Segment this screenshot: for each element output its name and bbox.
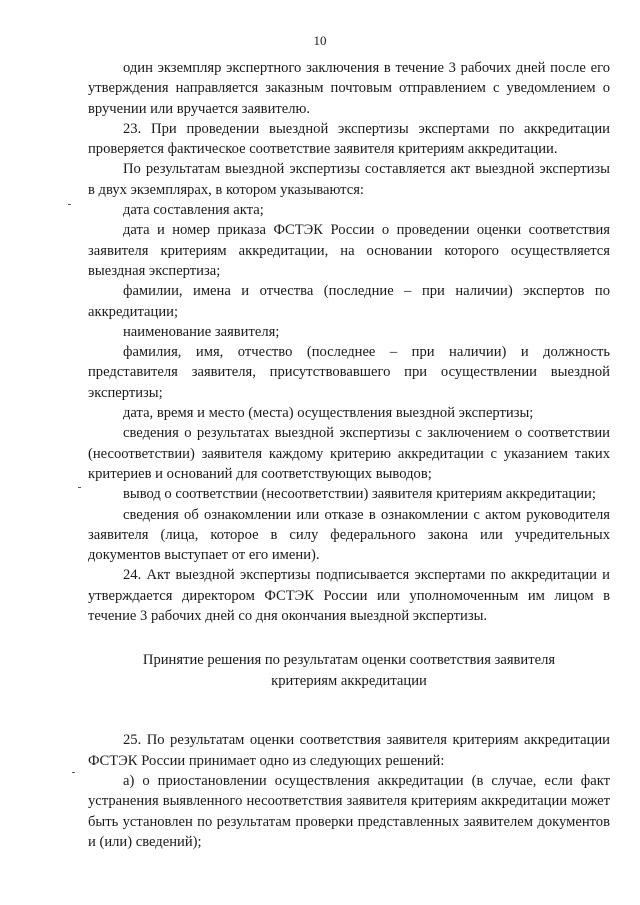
paragraph: 24. Акт выездной экспертизы подписывается экспертами по аккредитации и утверждается директором ФСТЭК России или уполномоченным им лицом в течение 3 рабочих дней со дня окончания выездной экспертизы. (88, 567, 610, 625)
paragraph: сведения о результатах выездной экспертизы с заключением о соответствии (несоответствии) заявителя каждому критерию аккредитации с указанием таких критериев и оснований для соответствующих выводов; (88, 425, 610, 482)
paragraph: вывод о соответствии (несоответствии) заявителя критериям аккредитации; (123, 486, 596, 503)
paragraph: дата и номер приказа ФСТЭК России о проведении оценки соответствия заявителя критериям аккредитации, на основании которого осуществляется выездная экспертиза; (88, 222, 610, 279)
page-number: 10 (313, 33, 327, 48)
section-heading-line: Принятие решения по результатам оценки соответствия заявителя (142, 652, 556, 669)
paragraph: один экземпляр экспертного заключения в течение 3 рабочих дней после его утверждения направляется заказным почтовым отправлением с уведомлением о вручении или вручается заявителю. (88, 60, 610, 117)
scan-mark (78, 487, 81, 488)
paragraph: фамилия, имя, отчество (последнее – при наличии) и должность представителя заявителя, присутствовавшего при осуществлении выездной экспертизы; (88, 344, 610, 401)
paragraph: а) о приостановлении осуществления аккредитации (в случае, если факт устранения выявленного несоответствия заявителя критериям аккредитации может быть установлен по результатам проверки представленных заявителем документов и (или) сведений); (88, 772, 610, 850)
scan-mark (68, 204, 71, 205)
paragraph: 23. При проведении выездной экспертизы экспертами по аккредитации проверяется фактическое соответствие заявителя критериям аккредитации. (88, 120, 610, 158)
paragraph: дата, время и место (места) осуществления выездной экспертизы; (123, 405, 534, 422)
scan-mark (72, 772, 75, 773)
document-body (88, 58, 610, 852)
section-heading (88, 650, 610, 692)
section-heading-line: критериям аккредитации (271, 673, 427, 690)
paragraph: По результатам выездной экспертизы составляется акт выездной экспертизы в двух экземплярах, в котором указываются: (88, 161, 610, 198)
paragraph: сведения об ознакомлении или отказе в ознакомлении с актом руководителя заявителя (лица, которое в силу федерального закона или учредительных документов выступает от его имени). (88, 506, 610, 564)
paragraph: дата составления акта; (123, 202, 264, 219)
paragraph: 25. По результатам оценки соответствия заявителя критериям аккредитации ФСТЭК России принимает одно из следующих решений: (88, 732, 610, 769)
paragraph: наименование заявителя; (123, 323, 280, 340)
paragraph: фамилии, имена и отчества (последние – при наличии) экспертов по аккредитации; (88, 283, 610, 320)
